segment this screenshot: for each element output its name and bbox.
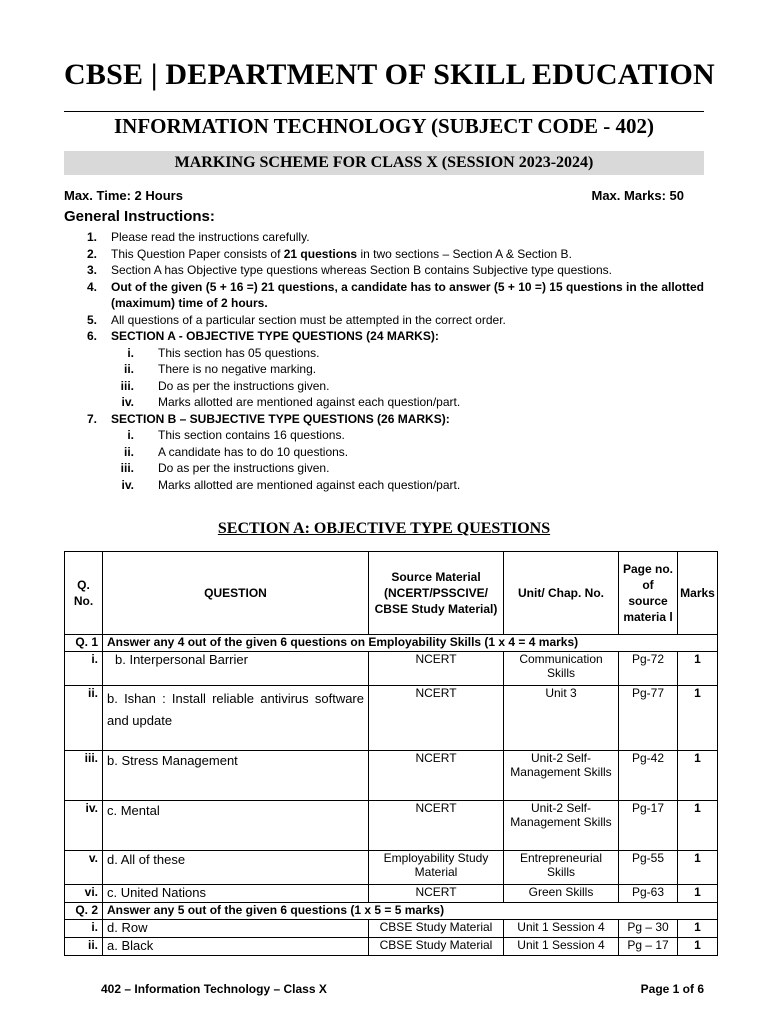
unit-cell: Unit 1 Session 4 bbox=[504, 938, 619, 956]
header-source: Source Material (NCERT/PSSCIVE/ CBSE Study Material) bbox=[369, 552, 504, 635]
unit-cell: Entrepreneurial Skills bbox=[504, 851, 619, 885]
footer-course: 402 – Information Technology – Class X bbox=[101, 982, 327, 996]
instruction-subitem bbox=[64, 378, 704, 395]
subitem-text: Marks allotted are mentioned against each question/part. bbox=[158, 395, 461, 409]
marks-cell: 1 bbox=[678, 751, 718, 801]
answer-cell: d. All of these bbox=[103, 851, 369, 885]
instruction-number: 5. bbox=[87, 312, 98, 327]
question-number: Q. 2 bbox=[65, 903, 103, 920]
instruction-item bbox=[64, 262, 704, 279]
table-row bbox=[65, 885, 718, 903]
instruction-text: in two sections – Section A & Section B. bbox=[357, 246, 572, 261]
row-number: ii. bbox=[65, 938, 103, 956]
question-number: Q. 1 bbox=[65, 635, 103, 652]
answer-cell: d. Row bbox=[103, 920, 369, 938]
instruction-subitem bbox=[64, 427, 704, 444]
question-group-row bbox=[65, 635, 718, 652]
subitem-number: i. bbox=[127, 428, 134, 442]
subitem-number: iv. bbox=[121, 395, 134, 409]
instruction-item bbox=[64, 328, 704, 345]
subitem-text: This section contains 16 questions. bbox=[158, 428, 345, 442]
marks-cell: 1 bbox=[678, 851, 718, 885]
instruction-subitem bbox=[64, 460, 704, 477]
question-group-text: Answer any 5 out of the given 6 questions (1 x 5 = 5 marks) bbox=[103, 903, 718, 920]
answer-cell: c. United Nations bbox=[103, 885, 369, 903]
instruction-number: 1. bbox=[87, 230, 98, 244]
question-group-row bbox=[65, 903, 718, 920]
subitem-number: iv. bbox=[121, 477, 134, 492]
answer-cell: c. Mental bbox=[103, 801, 369, 851]
row-number: vi. bbox=[65, 885, 103, 903]
title-divider bbox=[64, 111, 704, 112]
instruction-text: All questions of a particular section must be attempted in the correct order. bbox=[111, 312, 506, 327]
subitem-number: iii. bbox=[120, 461, 134, 475]
source-cell: NCERT bbox=[369, 652, 504, 686]
footer-page-number: Page 1 of 6 bbox=[640, 982, 704, 996]
page-cell: Pg-72 bbox=[619, 652, 678, 686]
unit-cell: Green Skills bbox=[504, 885, 619, 903]
subitem-text: This section has 05 questions. bbox=[158, 345, 320, 360]
marks-cell: 1 bbox=[678, 686, 718, 751]
instruction-item bbox=[64, 279, 704, 312]
instruction-number: 2. bbox=[87, 246, 98, 261]
page-cell: Pg-55 bbox=[619, 851, 678, 885]
unit-cell: Unit-2 Self-Management Skills bbox=[504, 801, 619, 851]
subitem-text: Marks allotted are mentioned against each question/part. bbox=[158, 477, 461, 492]
row-number: iv. bbox=[65, 801, 103, 851]
table-row bbox=[65, 801, 718, 851]
subitem-number: ii. bbox=[123, 444, 134, 459]
page-cell: Pg-63 bbox=[619, 885, 678, 903]
instruction-item bbox=[64, 312, 704, 329]
subitem-text: Do as per the instructions given. bbox=[158, 378, 330, 393]
header-qno: Q. No. bbox=[65, 552, 103, 635]
marks-cell: 1 bbox=[678, 920, 718, 938]
unit-cell: Unit-2 Self-Management Skills bbox=[504, 751, 619, 801]
subitem-text: A candidate has to do 10 questions. bbox=[158, 444, 349, 459]
instructions-list bbox=[64, 229, 704, 493]
instruction-number: 3. bbox=[87, 263, 98, 277]
instruction-subitem bbox=[64, 394, 704, 411]
instruction-text: Out of the given (5 + 16 =) 21 questions, a candidate has to answer (5 + 10 =) 15 questions in the allotted (maximum) time of 2 hours. bbox=[111, 279, 704, 310]
answer-table bbox=[64, 551, 718, 956]
row-number: i. bbox=[65, 920, 103, 938]
instruction-text: SECTION A - OBJECTIVE TYPE QUESTIONS (24 MARKS): bbox=[111, 329, 439, 343]
answer-cell: b. Stress Management bbox=[103, 751, 369, 801]
instruction-number: 4. bbox=[87, 279, 98, 294]
instruction-number: 6. bbox=[87, 329, 98, 343]
instruction-text: Section A has Objective type questions whereas Section B contains Subjective type questions. bbox=[111, 263, 612, 277]
instruction-text: SECTION B – SUBJECTIVE TYPE QUESTIONS (26 MARKS): bbox=[111, 411, 450, 426]
document-title: CBSE | DEPARTMENT OF SKILL EDUCATION bbox=[64, 58, 715, 91]
table-row bbox=[65, 938, 718, 956]
header-marks: Marks bbox=[678, 552, 718, 635]
subitem-number: ii. bbox=[123, 362, 134, 376]
answer-cell: b. Ishan : Install reliable antivirus software and update bbox=[103, 686, 369, 751]
exam-meta bbox=[64, 188, 684, 203]
row-number: iii. bbox=[65, 751, 103, 801]
marks-cell: 1 bbox=[678, 801, 718, 851]
source-cell: CBSE Study Material bbox=[369, 920, 504, 938]
section-a-heading: SECTION A: OBJECTIVE TYPE QUESTIONS bbox=[217, 520, 551, 537]
instruction-text: This Question Paper consists of bbox=[111, 246, 284, 261]
page-cell: Pg – 17 bbox=[619, 938, 678, 956]
header-question: QUESTION bbox=[103, 552, 369, 635]
page-cell: Pg-77 bbox=[619, 686, 678, 751]
instruction-text: Please read the instructions carefully. bbox=[111, 230, 310, 244]
page-cell: Pg – 30 bbox=[619, 920, 678, 938]
source-cell: NCERT bbox=[369, 686, 504, 751]
source-cell: CBSE Study Material bbox=[369, 938, 504, 956]
marking-scheme-banner: MARKING SCHEME FOR CLASS X (SESSION 2023-2024) bbox=[64, 151, 704, 175]
subject-title: INFORMATION TECHNOLOGY (SUBJECT CODE - 402) bbox=[113, 114, 655, 138]
instruction-subitem bbox=[64, 345, 704, 362]
marks-cell: 1 bbox=[678, 938, 718, 956]
source-cell: NCERT bbox=[369, 801, 504, 851]
instruction-subitem bbox=[64, 444, 704, 461]
page-cell: Pg-42 bbox=[619, 751, 678, 801]
max-marks: Max. Marks: 50 bbox=[591, 188, 684, 203]
unit-cell: Unit 3 bbox=[504, 686, 619, 751]
source-cell: NCERT bbox=[369, 751, 504, 801]
max-time: Max. Time: 2 Hours bbox=[64, 188, 183, 203]
table-row bbox=[65, 851, 718, 885]
answer-cell: b. Interpersonal Barrier bbox=[103, 652, 369, 686]
header-unit: Unit/ Chap. No. bbox=[504, 552, 619, 635]
row-number: v. bbox=[65, 851, 103, 885]
marks-cell: 1 bbox=[678, 652, 718, 686]
source-cell: NCERT bbox=[369, 885, 504, 903]
subitem-number: iii. bbox=[120, 378, 134, 393]
table-row bbox=[65, 751, 718, 801]
table-row bbox=[65, 686, 718, 751]
subitem-number: i. bbox=[127, 345, 134, 360]
instruction-item bbox=[64, 246, 704, 263]
page-cell: Pg-17 bbox=[619, 801, 678, 851]
instruction-emphasis: 21 questions bbox=[283, 246, 358, 261]
question-group-text: Answer any 4 out of the given 6 questions on Employability Skills (1 x 4 = 4 marks) bbox=[103, 635, 718, 652]
header-page: Page no. of source materia l bbox=[619, 552, 678, 635]
subitem-text: Do as per the instructions given. bbox=[158, 461, 330, 475]
instruction-subitem bbox=[64, 477, 704, 494]
instruction-number: 7. bbox=[87, 411, 98, 426]
unit-cell: Unit 1 Session 4 bbox=[504, 920, 619, 938]
table-header-row bbox=[65, 552, 718, 635]
marks-cell: 1 bbox=[678, 885, 718, 903]
instruction-item bbox=[64, 411, 704, 428]
row-number: i. bbox=[65, 652, 103, 686]
table-row bbox=[65, 652, 718, 686]
unit-cell: Communication Skills bbox=[504, 652, 619, 686]
answer-cell: a. Black bbox=[103, 938, 369, 956]
subitem-text: There is no negative marking. bbox=[158, 362, 317, 376]
instruction-subitem bbox=[64, 361, 704, 378]
table-row bbox=[65, 920, 718, 938]
source-cell: Employability Study Material bbox=[369, 851, 504, 885]
general-instructions-heading: General Instructions: bbox=[64, 208, 215, 225]
instruction-item bbox=[64, 229, 704, 246]
row-number: ii. bbox=[65, 686, 103, 751]
